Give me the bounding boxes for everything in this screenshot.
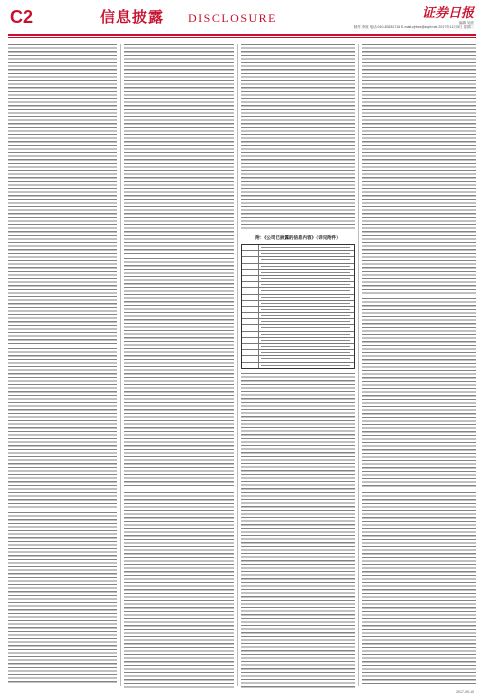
body-text — [362, 298, 476, 488]
column-divider — [120, 44, 121, 686]
text-column-3 — [241, 44, 355, 688]
header-rule-thin — [8, 37, 476, 38]
page-number: C2 — [10, 7, 34, 27]
text-column-2 — [124, 44, 234, 688]
column-divider — [358, 44, 359, 686]
body-text — [241, 44, 355, 230]
editor-line: 编辑 吴欣 — [459, 21, 474, 25]
section-title-cn: 信息披露 — [100, 8, 165, 26]
newspaper-logo: 证券日报 — [421, 6, 474, 21]
page-header — [8, 6, 478, 30]
body-text — [124, 258, 234, 488]
table-row — [242, 363, 354, 368]
section-title-en: DISCLOSURE — [188, 11, 278, 25]
disclosure-table — [241, 244, 355, 369]
header-rule-thick — [8, 34, 476, 36]
body-text — [8, 512, 117, 684]
text-column-1 — [8, 44, 117, 688]
contact-line: 制作 李波 电话:010-83251716 E-mail:zjrbzx@zqrb.net — [353, 25, 438, 29]
column-divider — [237, 44, 238, 686]
text-column-4 — [362, 44, 476, 688]
body-text — [8, 348, 117, 508]
body-text — [241, 373, 355, 688]
footer-code: 2017-09-10 — [456, 690, 474, 694]
body-text — [362, 492, 476, 684]
body-text — [124, 492, 234, 688]
date-line: 2017年12月5日 星期二 — [438, 25, 474, 29]
body-text — [124, 44, 234, 254]
notice-title: 附：《公司已披露的信息内容》（详见附件） — [255, 236, 341, 241]
body-text — [362, 44, 476, 294]
body-text — [8, 44, 117, 344]
contact-date-line — [354, 25, 474, 29]
